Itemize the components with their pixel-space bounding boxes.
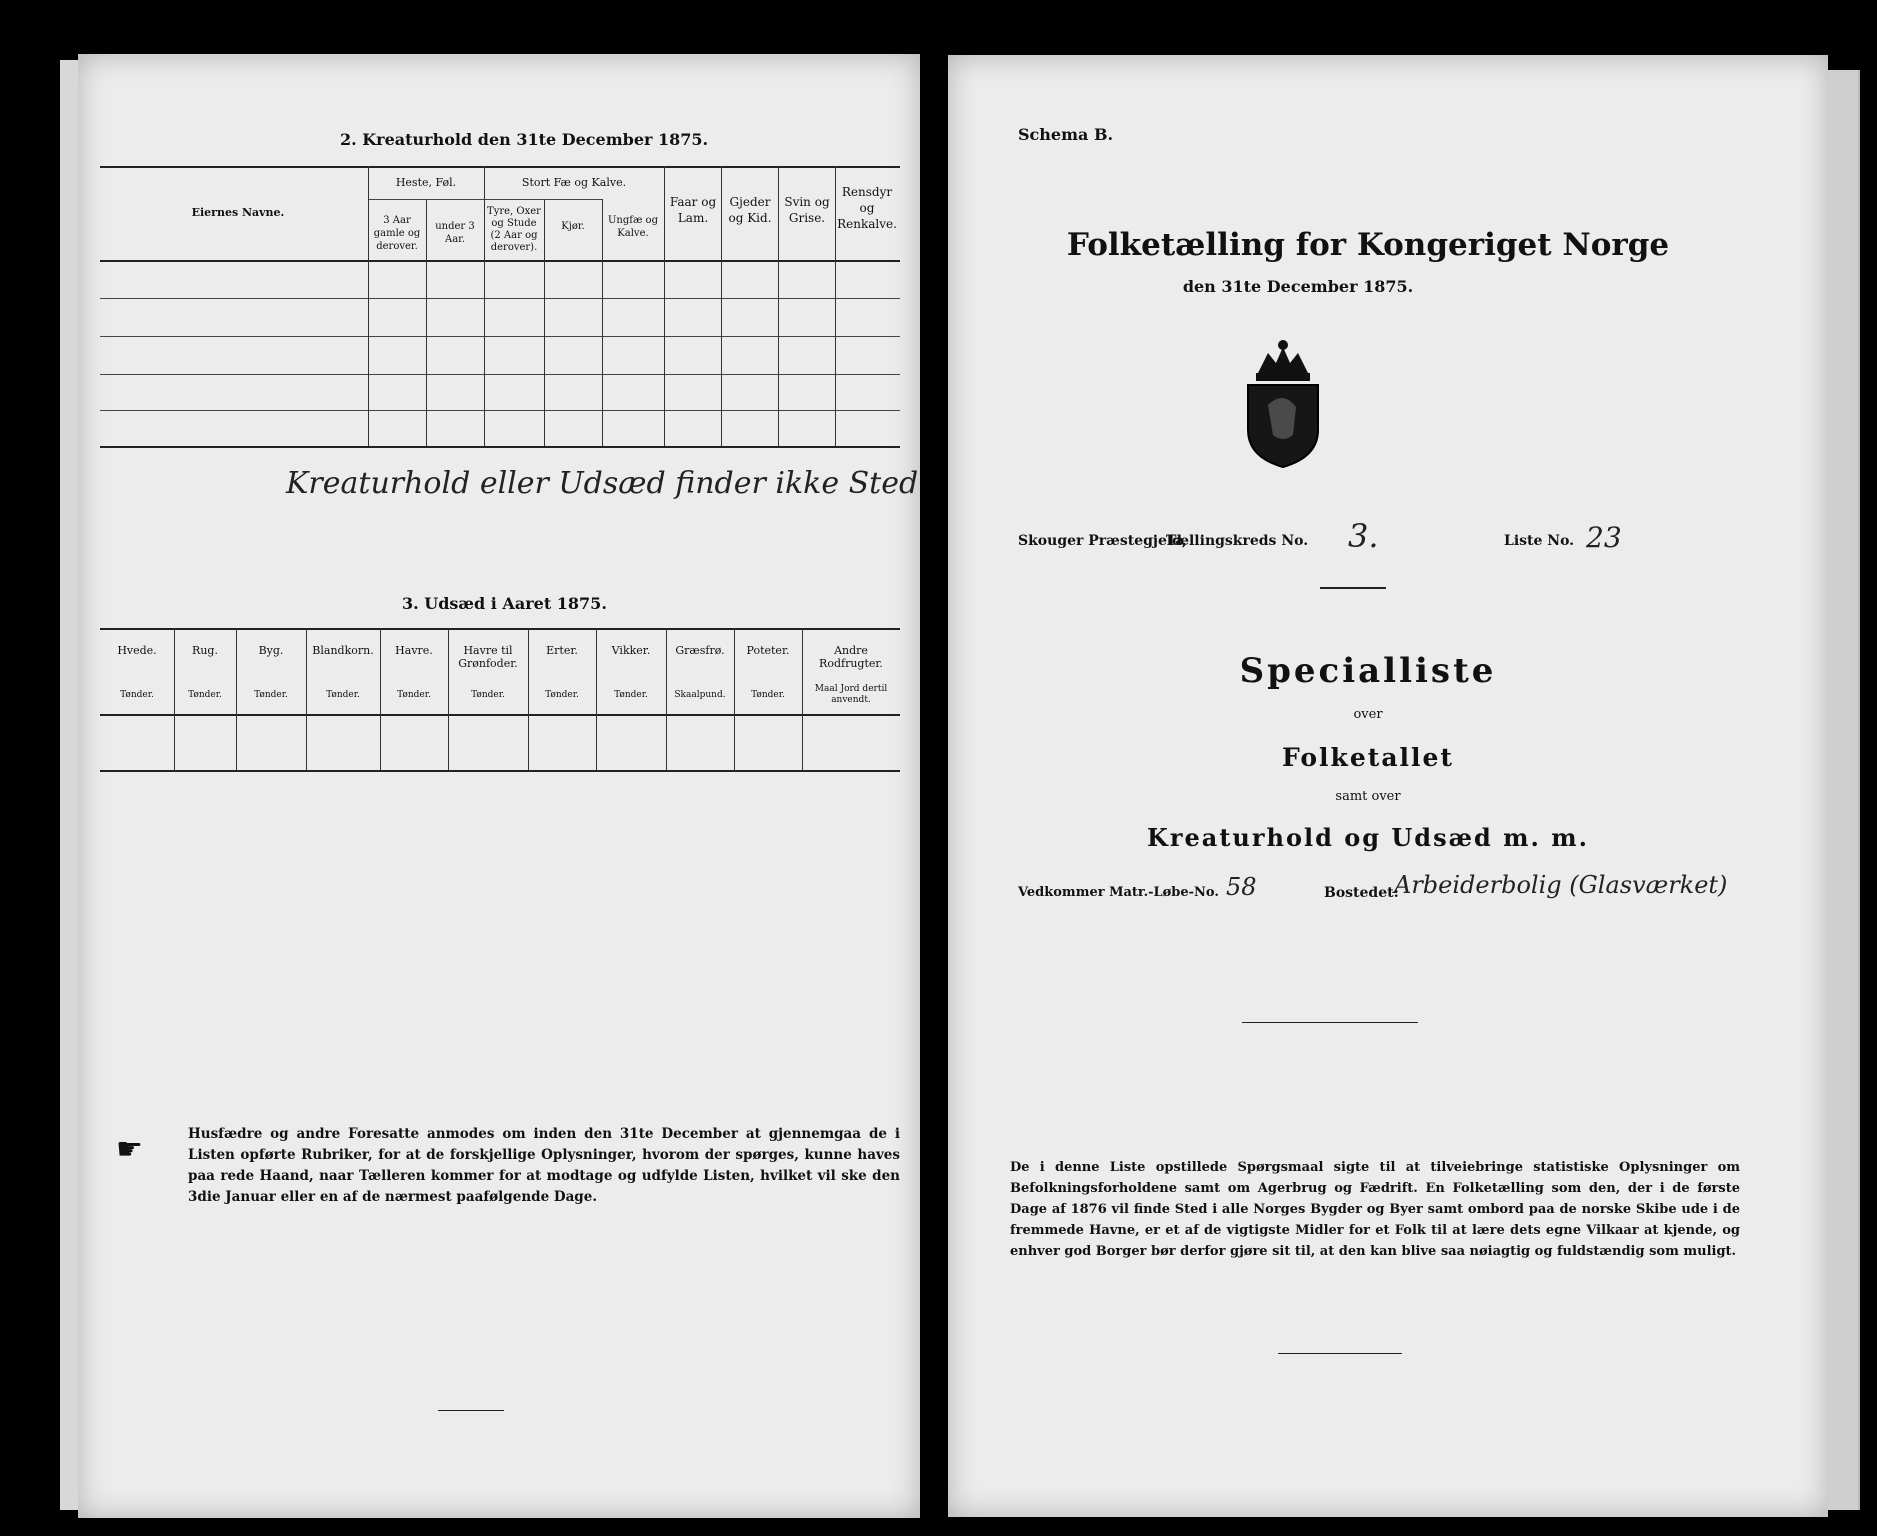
udsaed-col-name: Erter. (546, 644, 578, 657)
udsaed-col-divider (802, 628, 803, 770)
col-tyre: Tyre, Oxer og Stude (2 Aar og derover). (487, 206, 541, 253)
udsaed-col-unit: Tønder. (751, 690, 785, 700)
notice-text: Husfædre og andre Foresatte anmodes om inden den 31te December at gjennemgaa de i Listen opførte Rubriker, for at de forskjellige Oplysninger, hvorom der spørges, kunne haves paa rede Haand, naar Tælleren kommer for at modtage og udfylde Listen, hvilket vil ske den 3die Januar eller en af de nærmest paafølgende Dage. (188, 1126, 900, 1205)
udsaed-col-unit: Tønder. (614, 690, 648, 700)
col-rensdyr: Rensdyr og Renkalve. (837, 185, 897, 231)
matr-label: Vedkommer Matr.-Løbe-No. (1018, 885, 1219, 900)
left-page (78, 54, 920, 1518)
udsaed-col-unit: Tønder. (471, 690, 505, 700)
udsaed-col-divider (528, 628, 529, 770)
udsaed-col-unit: Skaalpund. (674, 690, 726, 700)
page-stack-edge-right (1828, 70, 1860, 1510)
section2-title: 2. Kreaturhold den 31te December 1875. (340, 130, 709, 149)
udsaed-col-divider (596, 628, 597, 770)
udsaed-col-divider (306, 628, 307, 770)
intro-paragraph: De i denne Liste opstillede Spørgsmaal sigte til at tilveiebringe statistiske Oplysninger om Befolkningsforholdene samt om Agerbrug og Fædrift. En Folketælling som den, der i de første Dage af 1876 vil finde Sted i alle Norges Bygder og Byer samt ombord paa de norske Skibe ude i de fremmede Havne, er et af de vigtigste Midler for et Folk til at lære dets egne Vilkaar at kjende, og enhver god Borger bør derfor gjøre sit til, at den kan blive saa nøiagtig og fuldstændig som muligt. (1010, 1160, 1740, 1259)
coat-of-arms-icon (1238, 335, 1328, 470)
udsaed-col-unit: Tønder. (326, 690, 360, 700)
udsaed-col-unit: Tønder. (254, 690, 288, 700)
schema-label: Schema B. (1018, 125, 1114, 144)
handwritten-note: Kreaturhold eller Udsæd finder ikke Sted (286, 466, 919, 501)
prestegjeld-label: Skouger Præstegjeld, (1018, 533, 1187, 549)
bosted-value: Arbeiderbolig (Glasværket) (1394, 871, 1728, 899)
pointing-hand-icon: ☛ (116, 1132, 143, 1167)
table2-bottom-rule (100, 446, 900, 448)
udsaed-col-divider (448, 628, 449, 770)
kreaturhold-heading: Kreaturhold og Udsæd m. m. (1147, 823, 1589, 852)
table2-top-rule (100, 166, 900, 168)
udsaed-col-divider (236, 628, 237, 770)
folketallet-heading: Folketallet (1282, 743, 1454, 772)
section3-title: 3. Udsæd i Aaret 1875. (402, 594, 607, 613)
col-heste-young: under 3 Aar. (435, 221, 475, 245)
table3-header-rule (100, 714, 900, 716)
kreds-label: Tællingskreds No. (1166, 533, 1309, 549)
samt-over-text: samt over (1335, 789, 1401, 804)
udsaed-col-name: Havre. (395, 644, 433, 657)
col-gjeder: Gjeder og Kid. (728, 195, 772, 225)
udsaed-col-name: Rug. (192, 644, 218, 657)
udsaed-col-name: Poteter. (746, 644, 790, 657)
col-ungfae: Ungfæ og Kalve. (608, 215, 658, 239)
bosted-label: Bostedet: (1324, 885, 1399, 901)
col-faar: Faar og Lam. (669, 195, 717, 225)
udsaed-col-divider (380, 628, 381, 770)
udsaed-col-name: Græsfrø. (675, 644, 725, 657)
col-kjor: Kjør. (561, 221, 585, 232)
specialliste-heading: Specialliste (1239, 651, 1497, 691)
col-eiernes-navne: Eiernes Navne. (191, 206, 285, 219)
group-heste: Heste, Føl. (395, 176, 457, 189)
group-stort-fae: Stort Fæ og Kalve. (521, 176, 627, 189)
udsaed-col-unit: Maal Jord dertil anvendt. (814, 684, 888, 705)
col-svin: Svin og Grise. (784, 195, 830, 225)
udsaed-col-unit: Tønder. (120, 690, 154, 700)
udsaed-col-unit: Tønder. (397, 690, 431, 700)
matr-value: 58 (1226, 873, 1257, 901)
udsaed-col-name: Andre Rodfrugter. (819, 644, 883, 670)
udsaed-col-divider (174, 628, 175, 770)
liste-label: Liste No. (1504, 533, 1575, 549)
title-date: den 31te December 1875. (1182, 277, 1414, 296)
udsaed-col-divider (734, 628, 735, 770)
udsaed-col-divider (666, 628, 667, 770)
table2-header-rule (100, 260, 900, 262)
main-title: Folketælling for Kongeriget Norge (1066, 227, 1670, 263)
udsaed-col-name: Havre til Grønfoder. (458, 644, 518, 670)
udsaed-col-name: Byg. (258, 644, 284, 657)
table3-bottom-rule (100, 770, 900, 772)
udsaed-col-name: Vikker. (611, 644, 651, 657)
udsaed-col-unit: Tønder. (188, 690, 222, 700)
over-text-1: over (1353, 707, 1383, 722)
udsaed-col-name: Blandkorn. (312, 644, 374, 657)
udsaed-col-unit: Tønder. (545, 690, 579, 700)
col-heste-old: 3 Aar gamle og derover. (373, 215, 421, 252)
table3-top-rule (100, 628, 900, 630)
right-page (948, 55, 1828, 1517)
udsaed-col-name: Hvede. (117, 644, 157, 657)
kreds-value: 3. (1348, 517, 1379, 555)
liste-value: 23 (1586, 521, 1622, 554)
